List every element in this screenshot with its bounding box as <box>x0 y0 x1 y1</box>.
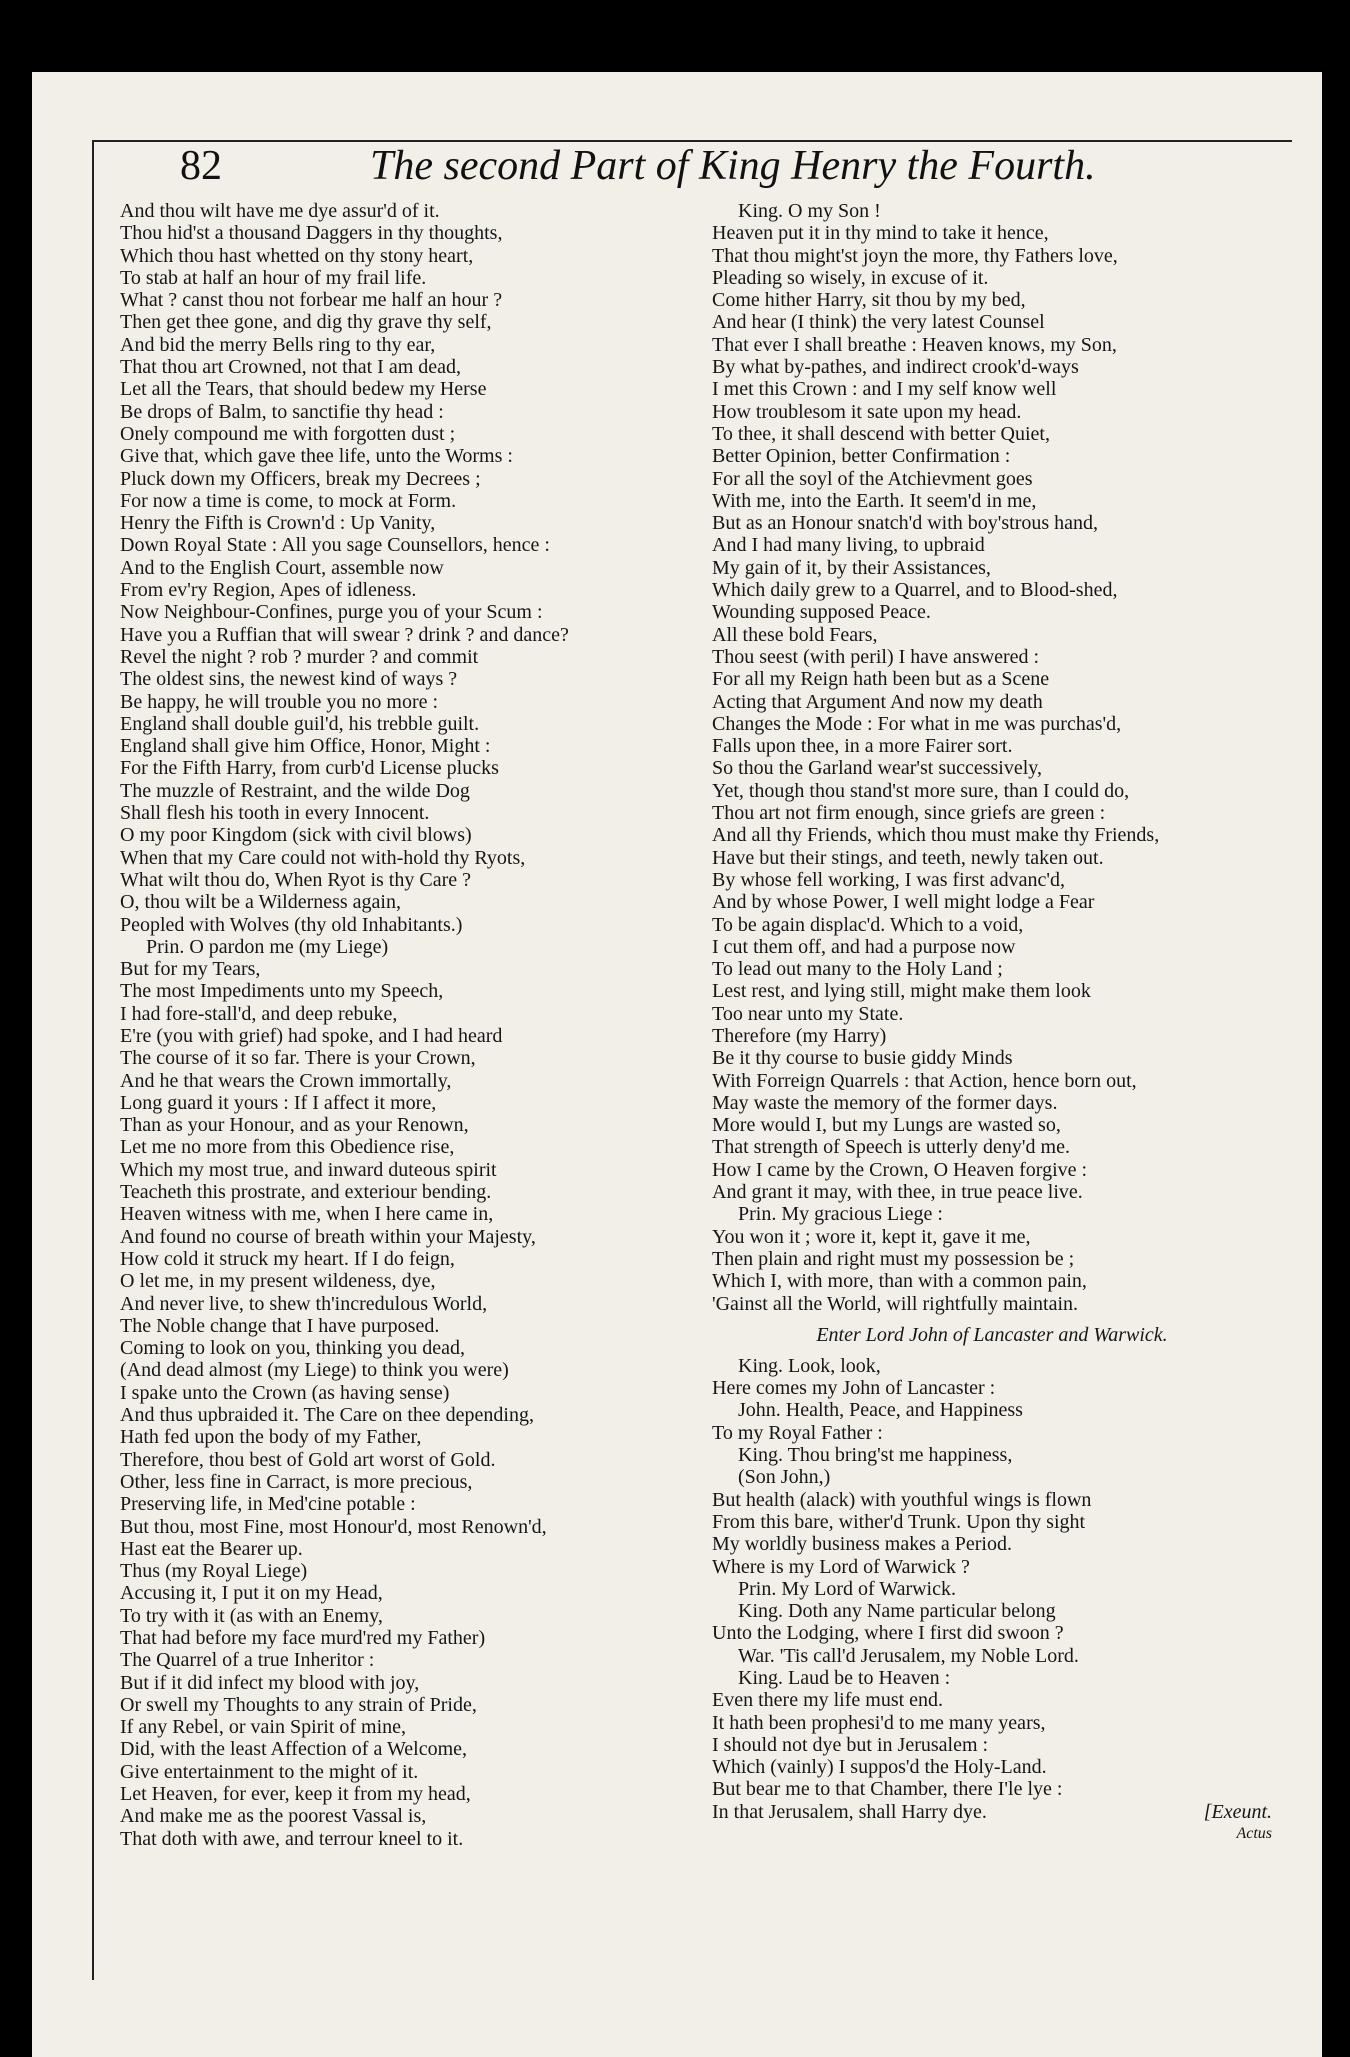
verse-line: That had before my face murd'red my Father) <box>120 1627 486 1649</box>
verse-line: That doth with awe, and terrour kneel to it. <box>120 1827 464 1850</box>
verse-line: Which my most true, and inward duteous spirit <box>120 1158 497 1181</box>
verse-line: I should not dye but in Jerusalem : <box>712 1733 989 1756</box>
verse-line: Coming to look on you, thinking you dead, <box>120 1337 465 1360</box>
verse-line: Have you a Ruffian that will swear ? drink ? and dance? <box>120 623 569 646</box>
verse-line: Too near unto my State. <box>712 1002 904 1025</box>
verse-line: Then get thee gone, and dig thy grave thy self, <box>120 311 492 334</box>
verse-line: Give that, which gave thee life, unto the Worms : <box>120 445 513 468</box>
verse-line: I met this Crown : and I my self know well <box>712 378 1057 401</box>
verse-line: (Son John,) <box>738 1466 831 1489</box>
exit-direction: [Exeunt. <box>1203 1800 1272 1823</box>
verse-line: You won it ; wore it, kept it, gave it me, <box>712 1225 1031 1248</box>
verse-line: With Forreign Quarrels : that Action, hence born out, <box>712 1069 1137 1092</box>
verse-line: Be happy, he will trouble you no more : <box>120 690 439 713</box>
verse-line: Then plain and right must my possession be ; <box>712 1247 1075 1270</box>
verse-line: But as an Honour snatch'd with boy'strous hand, <box>712 512 1099 535</box>
verse-line: How I came by the Crown, O Heaven forgive : <box>712 1158 1088 1181</box>
verse-line: I cut them off, and had a purpose now <box>712 935 1016 958</box>
verse-line: And he that wears the Crown immortally, <box>120 1069 452 1092</box>
verse-line: Where is my Lord of Warwick ? <box>712 1555 970 1578</box>
verse-line: And found no course of breath within your Majesty, <box>120 1225 536 1248</box>
catchword: Actus <box>1236 1825 1272 1843</box>
verse-line: That ever I shall breathe : Heaven knows, my Son, <box>712 333 1117 356</box>
verse-line: England shall give him Office, Honor, Might : <box>120 735 491 758</box>
verse-line: The muzzle of Restraint, and the wilde Dog <box>120 779 470 802</box>
verse-line: Did, with the least Affection of a Welcome, <box>120 1738 468 1761</box>
page-number: 82 <box>180 143 222 189</box>
verse-line: Unto the Lodging, where I first did swoon ? <box>712 1622 1064 1645</box>
verse-line: And grant it may, with thee, in true peace live. <box>712 1181 1083 1204</box>
verse-line: Shall flesh his tooth in every Innocent. <box>120 802 430 825</box>
verse-line: And bid the merry Bells ring to thy ear, <box>120 333 436 356</box>
verse-line: And I had many living, to upbraid <box>712 534 985 557</box>
verse-line: To my Royal Father : <box>712 1421 883 1444</box>
verse-line: Revel the night ? rob ? murder ? and commit <box>120 645 479 668</box>
right-column <box>712 200 1272 1845</box>
verse-line: Hast eat the Bearer up. <box>120 1537 303 1560</box>
verse-line: In that Jerusalem, shall Harry dye. [Exeunt. <box>712 1800 1272 1823</box>
verse-line: E're (you with grief) had spoke, and I had heard <box>120 1024 503 1047</box>
verse-line: For the Fifth Harry, from curb'd License plucks <box>120 757 499 780</box>
verse-line: And thus upbraided it. The Care on thee depending, <box>120 1404 534 1427</box>
verse-line: (And dead almost (my Liege) to think you were) <box>120 1359 509 1382</box>
verse-line: How cold it struck my heart. If I do feign, <box>120 1247 455 1270</box>
verse-line: Thou art not firm enough, since griefs are green : <box>712 802 1106 825</box>
verse-line: Be it thy course to busie giddy Minds <box>712 1047 1013 1070</box>
verse-line: And all thy Friends, which thou must make thy Friends, <box>712 824 1160 847</box>
verse-line: 'Gainst all the World, will rightfully maintain. <box>712 1292 1079 1315</box>
verse-line: Therefore (my Harry) <box>712 1024 887 1047</box>
verse-line: Yet, though thou stand'st more sure, than I could do, <box>712 779 1130 802</box>
stage-direction: Enter Lord John of Lancaster and Warwick. <box>816 1323 1168 1346</box>
verse-line: O, thou wilt be a Wilderness again, <box>120 891 401 914</box>
verse-line: Henry the Fifth is Crown'd : Up Vanity, <box>120 512 436 535</box>
verse-line: Prin. My gracious Liege : <box>738 1203 943 1226</box>
verse-line: And make me as the poorest Vassal is, <box>120 1805 427 1828</box>
column-rule-vertical <box>92 140 94 1980</box>
verse-line: That strength of Speech is utterly deny'd me. <box>712 1136 1070 1159</box>
verse-line: Heaven put it in thy mind to take it hence, <box>712 222 1049 245</box>
verse-line: For all the soyl of the Atchievment goes <box>712 467 1033 490</box>
verse-line: For all my Reign hath been but as a Scene <box>712 668 1050 691</box>
verse-line: How troublesom it sate upon my head. <box>712 400 1022 423</box>
verse-line: Than as your Honour, and as your Renown, <box>120 1114 469 1137</box>
verse-line: King. Doth any Name particular belong <box>738 1600 1056 1623</box>
verse-line: To thee, it shall descend with better Quiet, <box>712 422 1050 445</box>
verse-line: Long guard it yours : If I affect it more, <box>120 1091 437 1114</box>
verse-line: When that my Care could not with-hold thy Ryots, <box>120 846 526 869</box>
verse-line: Other, less fine in Carract, is more precious, <box>120 1470 473 1493</box>
verse-line: Which thou hast whetted on thy stony heart, <box>120 244 474 267</box>
verse-line: Hath fed upon the body of my Father, <box>120 1426 422 1449</box>
verse-line: Now Neighbour-Confines, purge you of your Scum : <box>120 601 543 624</box>
verse-line: Be drops of Balm, to sanctifie thy head : <box>120 400 444 423</box>
verse-line: From this bare, wither'd Trunk. Upon thy sight <box>712 1510 1086 1533</box>
verse-line: King. Thou bring'st me happiness, <box>738 1444 1013 1467</box>
verse-line: John. Health, Peace, and Happiness <box>738 1399 1023 1422</box>
verse-line: The Quarrel of a true Inheritor : <box>120 1649 375 1672</box>
verse-line: King. O my Son ! <box>738 200 881 222</box>
verse-line: Let all the Tears, that should bedew my Herse <box>120 378 487 401</box>
verse-line: Better Opinion, better Confirmation : <box>712 445 1011 468</box>
verse-line: Which daily grew to a Quarrel, and to Blood-shed, <box>712 579 1118 602</box>
verse-line: That thou art Crowned, not that I am dead, <box>120 356 462 379</box>
verse-line: Let me no more from this Obedience rise, <box>120 1136 455 1159</box>
verse-line: England shall double guil'd, his trebble guilt. <box>120 712 480 735</box>
verse-line: I had fore-stall'd, and deep rebuke, <box>120 1002 398 1025</box>
verse-line: I spake unto the Crown (as having sense) <box>120 1381 450 1404</box>
verse-line: But if it did infect my blood with joy, <box>120 1671 420 1694</box>
verse-line: Wounding supposed Peace. <box>712 601 931 624</box>
verse-line: And thou wilt have me dye assur'd of it. <box>120 200 440 222</box>
verse-line: By what by-pathes, and indirect crook'd-ways <box>712 356 1079 379</box>
verse-line: Or swell my Thoughts to any strain of Pride, <box>120 1693 477 1716</box>
verse-line: May waste the memory of the former days. <box>712 1091 1058 1114</box>
verse-line: With me, into the Earth. It seem'd in me, <box>712 489 1037 512</box>
verse-line: Teacheth this prostrate, and exteriour bending. <box>120 1181 492 1204</box>
verse-line: War. 'Tis call'd Jerusalem, my Noble Lord. <box>738 1644 1079 1667</box>
verse-line: The most Impediments unto my Speech, <box>120 980 444 1003</box>
verse-line: Even there my life must end. <box>712 1689 944 1712</box>
verse-line: To lead out many to the Holy Land ; <box>712 958 1003 981</box>
verse-line: Let Heaven, for ever, keep it from my head, <box>120 1783 471 1806</box>
verse-line: But bear me to that Chamber, there I'le lye : <box>712 1778 1063 1801</box>
verse-line: Down Royal State : All you sage Counsellors, hence : <box>120 534 550 557</box>
verse-line: But for my Tears, <box>120 958 261 981</box>
verse-line: Have but their stings, and teeth, newly taken out. <box>712 846 1104 869</box>
verse-line: Come hither Harry, sit thou by my bed, <box>712 289 1026 312</box>
verse-line: Onely compound me with forgotten dust ; <box>120 422 456 445</box>
verse-line: Thou hid'st a thousand Daggers in thy thoughts, <box>120 222 503 245</box>
verse-line: If any Rebel, or vain Spirit of mine, <box>120 1716 407 1739</box>
running-title: The second Part of King Henry the Fourth. <box>370 143 1096 189</box>
verse-line: More would I, but my Lungs are wasted so, <box>712 1114 1061 1137</box>
verse-line: Here comes my John of Lancaster : <box>712 1377 996 1400</box>
verse-line: The Noble change that I have purposed. <box>120 1314 440 1337</box>
verse-line: O my poor Kingdom (sick with civil blows) <box>120 824 472 847</box>
verse-line: The course of it so far. There is your Crown, <box>120 1047 476 1070</box>
verse-line: My gain of it, by their Assistances, <box>712 556 991 579</box>
verse-line: And by whose Power, I well might lodge a Fear <box>712 891 1095 914</box>
verse-line: By whose fell working, I was first advanc'd, <box>712 868 1065 891</box>
left-column <box>120 200 680 1850</box>
verse-line: King. Laud be to Heaven : <box>738 1667 951 1689</box>
verse-line: It hath been prophesi'd to me many years, <box>712 1711 1046 1734</box>
verse-line: Accusing it, I put it on my Head, <box>120 1582 383 1605</box>
verse-line: Preserving life, in Med'cine potable : <box>120 1493 416 1516</box>
verse-line: Falls upon thee, in a more Fairer sort. <box>712 735 1013 758</box>
verse-line: All these bold Fears, <box>712 623 878 646</box>
verse-line: Give entertainment to the might of it. <box>120 1760 419 1783</box>
verse-line: But health (alack) with youthful wings is flown <box>712 1488 1092 1511</box>
verse-line: Therefore, thou best of Gold art worst of Gold. <box>120 1448 496 1471</box>
verse-line: To try with it (as with an Enemy, <box>120 1604 383 1627</box>
verse-line: Thou seest (with peril) I have answered : <box>712 645 1040 668</box>
verse-line: And to the English Court, assemble now <box>120 556 444 579</box>
page-header <box>0 142 1350 198</box>
verse-line: Heaven witness with me, when I here came in, <box>120 1203 494 1226</box>
verse-line: What wilt thou do, When Ryot is thy Care ? <box>120 868 471 891</box>
verse-line: To stab at half an hour of my frail life. <box>120 266 427 289</box>
verse-line: Which (vainly) I suppos'd the Holy-Land. <box>712 1756 1047 1779</box>
verse-line: Thus (my Royal Liege) <box>120 1560 308 1583</box>
verse-line: Which I, with more, than with a common pain, <box>712 1270 1087 1293</box>
verse-line: Lest rest, and lying still, might make them look <box>712 980 1091 1003</box>
verse-line: And never live, to shew th'incredulous World, <box>120 1292 488 1315</box>
verse-line: Changes the Mode : For what in me was purchas'd, <box>712 712 1122 735</box>
verse-line: What ? canst thou not forbear me half an hour ? <box>120 289 503 312</box>
verse-line: To be again displac'd. Which to a void, <box>712 913 1024 936</box>
verse-line: But thou, most Fine, most Honour'd, most Renown'd, <box>120 1515 547 1538</box>
verse-line: For now a time is come, to mock at Form. <box>120 489 457 512</box>
verse-line: The oldest sins, the newest kind of ways ? <box>120 668 458 691</box>
verse-line: Pluck down my Officers, break my Decrees ; <box>120 467 481 490</box>
verse-line: My worldly business makes a Period. <box>712 1533 1012 1556</box>
verse-line: King. Look, look, <box>738 1354 881 1377</box>
verse-line: Pleading so wisely, in excuse of it. <box>712 266 989 289</box>
verse-line: Prin. My Lord of Warwick. <box>738 1577 956 1600</box>
verse-line: Prin. O pardon me (my Liege) <box>146 935 389 958</box>
verse-line: And hear (I think) the very latest Counsel <box>712 311 1045 334</box>
verse-line: O let me, in my present wildeness, dye, <box>120 1270 436 1293</box>
verse-line: So thou the Garland wear'st successively, <box>712 757 1042 780</box>
verse-line: That thou might'st joyn the more, thy Fathers love, <box>712 244 1118 267</box>
verse-line: Acting that Argument And now my death <box>712 690 1043 713</box>
verse-line: Peopled with Wolves (thy old Inhabitants.) <box>120 913 463 936</box>
verse-line: From ev'ry Region, Apes of idleness. <box>120 579 417 602</box>
